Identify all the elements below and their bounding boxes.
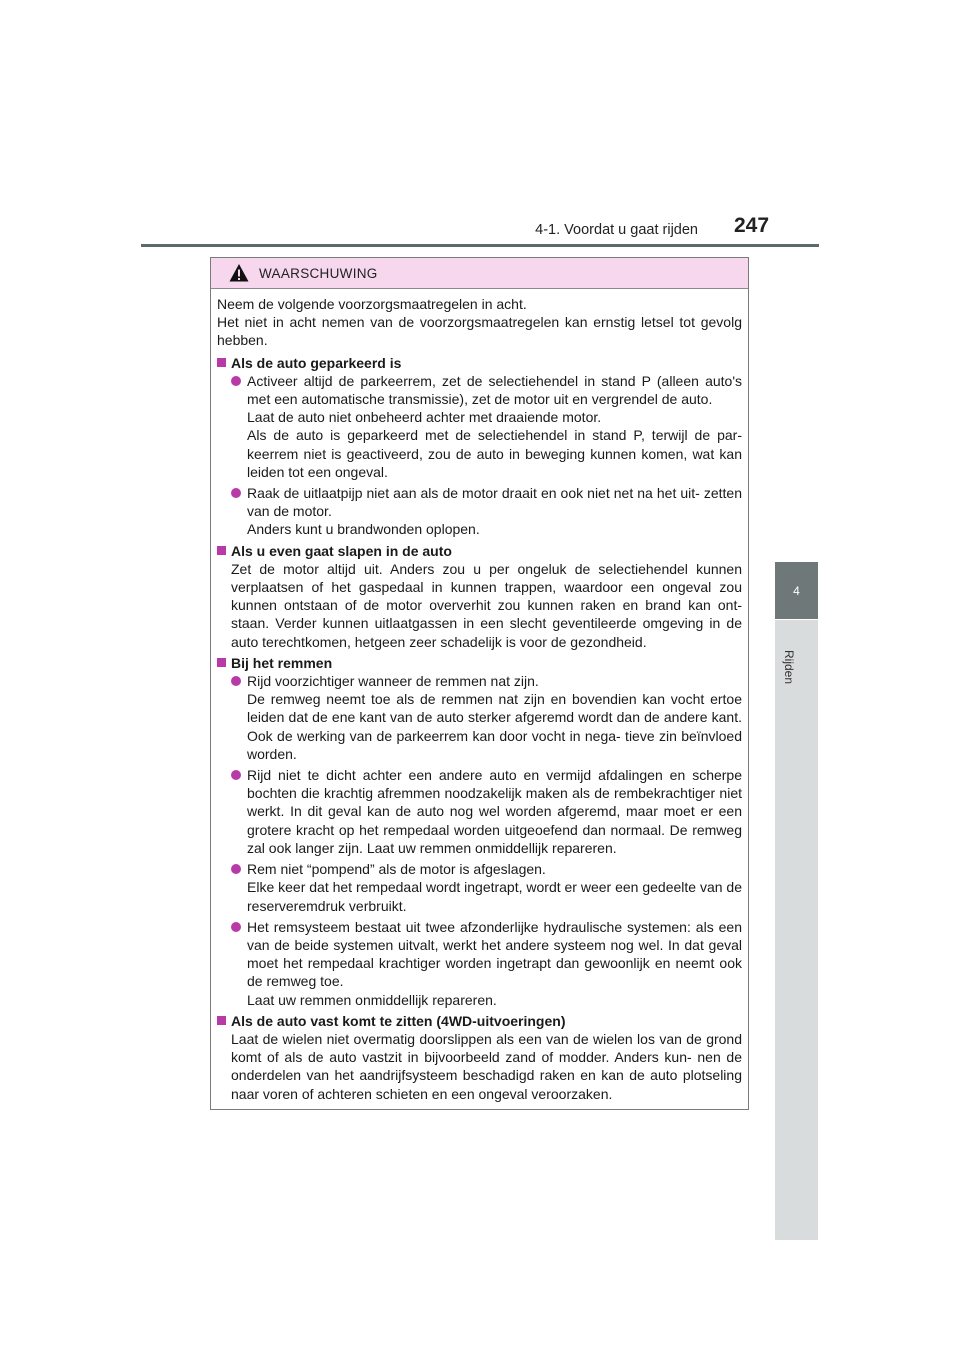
section-title: 4-1. Voordat u gaat rijden (535, 222, 698, 238)
bullet-paragraph: Anders kunt u brandwonden oplopen. (247, 521, 480, 538)
bullet-item (217, 860, 742, 878)
bullet-paragraph: Laat de auto niet onbeheerd achter met draaiende motor. (247, 409, 602, 426)
section-text: Laat de wielen niet overmatig doorslippen als een van de wielen los van de grond komt of als de auto vastzit in bijvoorbeeld zand of modder. Anders kun- nen de onderdelen van het aandrijfsysteem beschadigd raken en kan de auto plotseling naar voren of achteren schieten en een ongeval veroorzaken. (231, 1030, 742, 1102)
section-heading (217, 1012, 742, 1030)
section-heading-text: Als u even gaat slapen in de auto (231, 542, 452, 559)
bullet-text: Rijd voorzichtiger wanneer de remmen nat zijn. (247, 673, 539, 690)
bullet-item (217, 766, 742, 857)
warning-intro: Het niet in acht nemen van de voorzorgsmaatregelen kan ernstig letsel tot gevolg hebben. (217, 314, 742, 349)
square-bullet-icon (217, 658, 226, 667)
round-bullet-icon (231, 922, 241, 932)
round-bullet-icon (231, 676, 241, 686)
bullet-text: Activeer altijd de parkeerrem, zet de selectiehendel in stand P (alleen auto's met een automatische transmissie), zet de motor uit en vergrendel de auto. (247, 372, 742, 408)
warning-header (211, 258, 748, 289)
section-heading-text: Bij het remmen (231, 654, 333, 671)
section-text: Zet de motor altijd uit. Anders zou u per ongeluk de selectiehendel kunnen verplaatsen of het gaspedaal in kunnen trappen, waardoor een ongeval zou kunnen ontstaan of de motor oververhit zou kunnen raken en brand kan ont- staan. Verder kunnen uitlaatgassen in een slecht geventileerde omgeving in de auto terechtkomen, hetgeen zeer schadelijk is voor de gezondheid. (231, 560, 742, 650)
bullet-paragraph: Laat uw remmen onmiddellijk repareren. (247, 991, 497, 1008)
chapter-number: 4 (793, 583, 800, 598)
square-bullet-icon (217, 358, 226, 367)
chapter-label: Rijden (782, 650, 796, 685)
bullet-paragraph: Elke keer dat het rempedaal wordt ingetrapt, wordt er weer een gedeelte van de reserveremdruk verbruikt. (247, 879, 742, 914)
chapter-tab (775, 562, 818, 619)
chapter-side-bar (775, 620, 818, 1240)
section-heading (217, 542, 742, 560)
warning-body (211, 289, 748, 1103)
bullet-text: Het remsysteem bestaat uit twee afzonderlijke hydraulische systemen: als een van de beide systemen uitvalt, werkt het andere systeem nog wel. In dat geval moet het rempedaal krachtiger worden ingetrapt dan gewoonlijk en neemt ook de remweg toe. (247, 918, 742, 990)
page-number: 247 (734, 214, 770, 237)
bullet-item (217, 672, 742, 690)
bullet-paragraph: De remweg neemt toe als de remmen nat zijn en bovendien kan vocht ertoe leiden dat de ene kant van de auto sterker afgeremd wordt dan de andere kant. Ook de werking van de parkeerrem kan door vocht in nega- tieve zin beïnvloed worden. (247, 691, 742, 762)
warning-intro: Neem de volgende voorzorgsmaatregelen in acht. (217, 296, 527, 312)
bullet-paragraph: Als de auto is geparkeerd met de selectiehendel in stand P, terwijl de par- keerrem niet is geactiveerd, zou de auto in beweging kunnen komen, wat kan leiden tot een ongeval. (247, 427, 742, 480)
square-bullet-icon (217, 1016, 226, 1025)
warning-box (210, 257, 749, 1110)
bullet-text: Rijd niet te dicht achter een andere auto en vermijd afdalingen en scherpe bochten die krachtig afremmen noodzakelijk maken als de rembekrachtiger niet werkt. In dit geval kan de auto nog wel worden afgeremd, maar moet er een grotere kracht op het rempedaal worden uitgeoefend dan normaal. De remweg zal ook langer zijn. Laat uw remmen onmiddellijk repareren. (247, 767, 742, 856)
round-bullet-icon (231, 376, 241, 386)
square-bullet-icon (217, 546, 226, 555)
round-bullet-icon (231, 864, 241, 874)
round-bullet-icon (231, 488, 241, 498)
bullet-text: Raak de uitlaatpijp niet aan als de motor draait en ook niet net na het uit- zetten van de motor. (247, 485, 742, 520)
bullet-item (217, 484, 742, 520)
section-heading-text: Als de auto geparkeerd is (231, 354, 402, 371)
warning-triangle-icon (229, 263, 249, 283)
round-bullet-icon (231, 770, 241, 780)
section-heading (217, 654, 742, 672)
section-heading-text: Als de auto vast komt te zitten (4WD-uitvoeringen) (231, 1012, 566, 1029)
header-divider (141, 244, 819, 247)
bullet-item (217, 918, 742, 991)
bullet-item (217, 372, 742, 408)
section-heading (217, 354, 742, 372)
bullet-text: Rem niet “pompend” als de motor is afgeslagen. (247, 861, 546, 878)
warning-title: WAARSCHUWING (259, 265, 378, 281)
